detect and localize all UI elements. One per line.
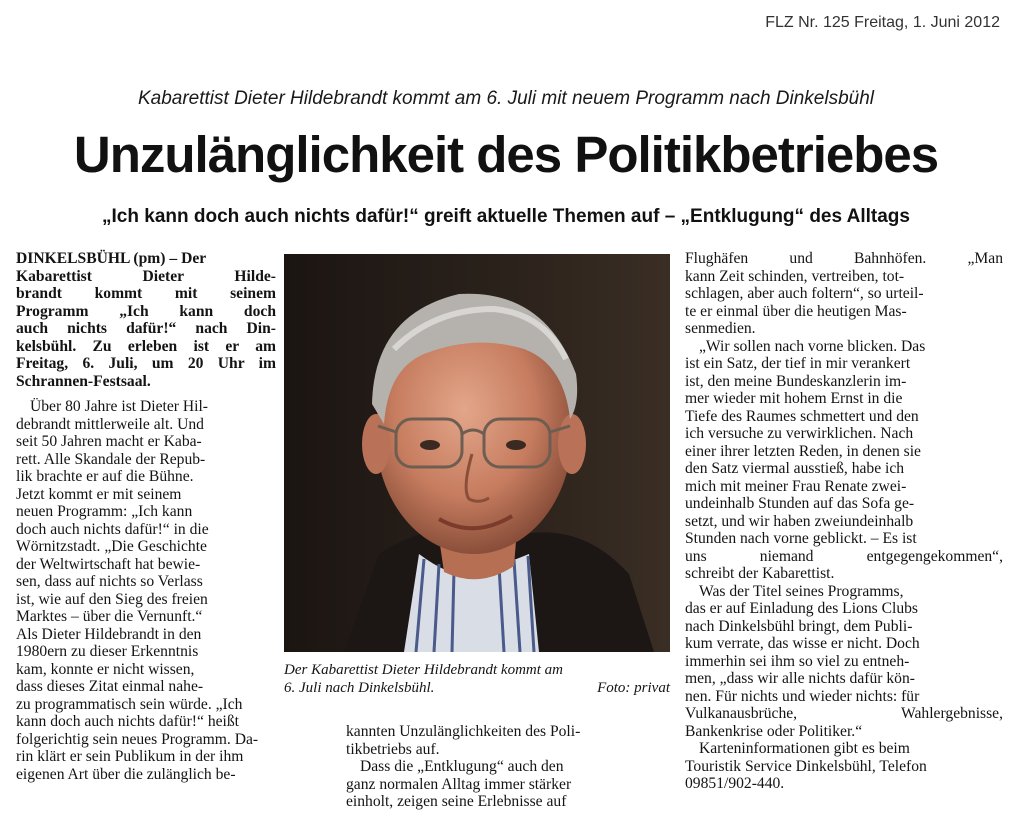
body-line: kann doch auch nichts dafür!“ heißt bbox=[16, 713, 239, 730]
lead-line: Programm „Ich kann doch bbox=[16, 302, 276, 320]
body-line: Stunden nach vorne geblickt. – Es ist bbox=[685, 530, 917, 547]
body-line: sen, dass auf nichts so Verlass bbox=[16, 573, 203, 590]
body-line: neuen Programm: „Ich kann bbox=[16, 503, 193, 520]
caption-line: Der Kabarettist Dieter Hildebrandt kommt am bbox=[284, 662, 564, 678]
body-paragraph bbox=[685, 338, 1003, 583]
kicker: Kabarettist Dieter Hildebrandt kommt am 6. Juli mit neuem Programm nach Dinkelsbühl bbox=[137, 88, 875, 109]
body-line: der Weltwirtschaft hat bewie- bbox=[16, 555, 201, 573]
body-line: folgerichtig sein neues Programm. Da- bbox=[16, 730, 259, 748]
body-line: Als Dieter Hildebrandt in den bbox=[16, 625, 202, 643]
body-line: den Satz viermal ausstieß, habe ich bbox=[685, 460, 905, 477]
body-line: eigenen Art über die zulänglich be- bbox=[16, 765, 236, 783]
caption-line: 6. Juli nach Dinkelsbühl. bbox=[284, 679, 435, 696]
body-line: mich mit meiner Frau Renate zwei- bbox=[685, 477, 907, 495]
body-paragraph bbox=[16, 398, 276, 783]
subheadline: „Ich kann doch auch nichts dafür!“ greift aktuelle Themen auf – „Entklugung“ des Alltags bbox=[102, 206, 910, 227]
body-line: kum verrate, das wisse er nicht. Doch bbox=[685, 635, 920, 652]
lead-line: DINKELSBÜHL (pm) – Der bbox=[16, 250, 207, 267]
body-line: setzt, und wir haben zweiundeinhalb bbox=[685, 512, 914, 530]
body-line: rin klärt er sein Publikum in der ihm bbox=[16, 748, 244, 765]
photo-caption bbox=[284, 662, 670, 697]
body-line: Marktes – über die Vernunft.“ bbox=[16, 608, 203, 625]
body-line: Wörnitzstadt. „Die Geschichte bbox=[16, 538, 207, 555]
lead-line: auch nichts dafür!“ nach Din- bbox=[16, 320, 276, 337]
body-line: „Wir sollen nach vorne blicken. Das bbox=[699, 337, 926, 355]
article-column-right bbox=[685, 250, 1003, 793]
body-line: kannten Unzulänglichkeiten des Poli- bbox=[346, 723, 581, 740]
lead-line: Schrannen-Festsaal. bbox=[16, 372, 151, 390]
body-paragraph bbox=[685, 583, 1003, 741]
body-line: ist, wie auf den Sieg des freien bbox=[16, 590, 208, 608]
body-line: Touristik Service Dinkelsbühl, Telefon bbox=[685, 757, 927, 775]
body-line: Bankenkrise oder Politiker.“ bbox=[685, 722, 863, 740]
body-paragraph bbox=[685, 250, 1003, 338]
article-column-left bbox=[16, 250, 276, 783]
headline: Unzulänglichkeit des Politikbetriebes bbox=[73, 126, 939, 183]
body-line: debrandt mittlerweile alt. Und bbox=[16, 415, 204, 433]
body-line: uns niemand entgegengekommen“, bbox=[685, 547, 1003, 565]
body-line: ganz normalen Alltag immer stärker bbox=[346, 775, 572, 793]
body-line: dass dieses Zitat einmal nahe- bbox=[16, 678, 204, 695]
photo-credit: Foto: privat bbox=[597, 679, 670, 696]
body-paragraph bbox=[685, 740, 1003, 793]
portrait-illustration bbox=[284, 254, 670, 652]
lead-line: kelsbühl. Zu erleben ist er am bbox=[16, 337, 276, 355]
body-line: nen. Für nichts und wieder nichts: für bbox=[685, 687, 920, 705]
body-line: kam, konnte er nicht wissen, bbox=[16, 660, 195, 678]
body-line: zu programmatisch sein würde. „Ich bbox=[16, 695, 243, 713]
lead-line: Freitag, 6. Juli, um 20 Uhr im bbox=[16, 355, 276, 372]
body-line: Flughäfen und Bahnhöfen. „Man bbox=[685, 250, 1003, 267]
body-line: senmedien. bbox=[685, 320, 756, 337]
body-line: ich versuche zu verwirklichen. Nach bbox=[685, 425, 914, 442]
lead-paragraph bbox=[16, 250, 276, 390]
body-line: doch auch nichts dafür!“ in die bbox=[16, 520, 209, 538]
body-line: schreibt der Kabarettist. bbox=[685, 565, 835, 582]
body-line: ist, den meine Bundeskanzlerin im- bbox=[685, 372, 907, 390]
article-column-middle bbox=[346, 723, 676, 811]
body-line: Karteninformationen gibt es beim bbox=[699, 740, 910, 757]
body-line: kann Zeit schinden, vertreiben, tot- bbox=[685, 267, 905, 285]
lead-line: brandt kommt mit seinem bbox=[16, 285, 276, 302]
body-line: men, „dass wir alle nichts dafür kön- bbox=[685, 670, 915, 687]
body-line: 09851/902-440. bbox=[685, 775, 785, 792]
body-line: rett. Alle Skandale der Repub- bbox=[16, 450, 206, 468]
body-line: lik brachte er auf die Bühne. bbox=[16, 468, 194, 485]
body-line: Was der Titel seines Programms, bbox=[699, 582, 904, 600]
body-line: Tiefe des Raumes schmettert und den bbox=[685, 407, 919, 425]
body-line: undeinhalb Stunden auf das Sofa ge- bbox=[685, 495, 915, 512]
body-line: immerhin sei ihm so viel zu entneh- bbox=[685, 652, 910, 670]
body-line: Jetzt kommt er mit seinem bbox=[16, 485, 182, 503]
body-line: nach Dinkelsbühl bringt, dem Publi- bbox=[685, 617, 913, 635]
lead-line: Kabarettist Dieter Hilde- bbox=[16, 267, 276, 285]
body-line: te er einmal über die heutigen Mas- bbox=[685, 302, 907, 320]
body-line: einer ihrer letzten Reden, in denen sie bbox=[685, 442, 921, 460]
body-line: tikbetriebs auf. bbox=[346, 740, 440, 758]
body-line: das er auf Einladung des Lions Clubs bbox=[685, 600, 919, 617]
source-line: FLZ Nr. 125 Freitag, 1. Juni 2012 bbox=[765, 14, 1000, 31]
portrait-photo bbox=[284, 254, 670, 652]
body-line: Vulkanausbrüche, Wahlergebnisse, bbox=[685, 705, 1003, 722]
body-line: Über 80 Jahre ist Dieter Hil- bbox=[30, 398, 208, 415]
body-line: ist ein Satz, der tief in mir verankert bbox=[685, 355, 911, 372]
body-line: einholt, zeigen seine Erlebnisse auf bbox=[346, 793, 567, 810]
body-line: mer wieder mit hohem Ernst in die bbox=[685, 390, 903, 407]
body-line: seit 50 Jahren macht er Kaba- bbox=[16, 433, 202, 450]
body-line: 1980ern zu dieser Erkenntnis bbox=[16, 643, 199, 660]
body-line: schlagen, aber auch foltern“, so urteil- bbox=[685, 285, 924, 302]
body-line: Dass die „Entklugung“ auch den bbox=[360, 758, 564, 775]
